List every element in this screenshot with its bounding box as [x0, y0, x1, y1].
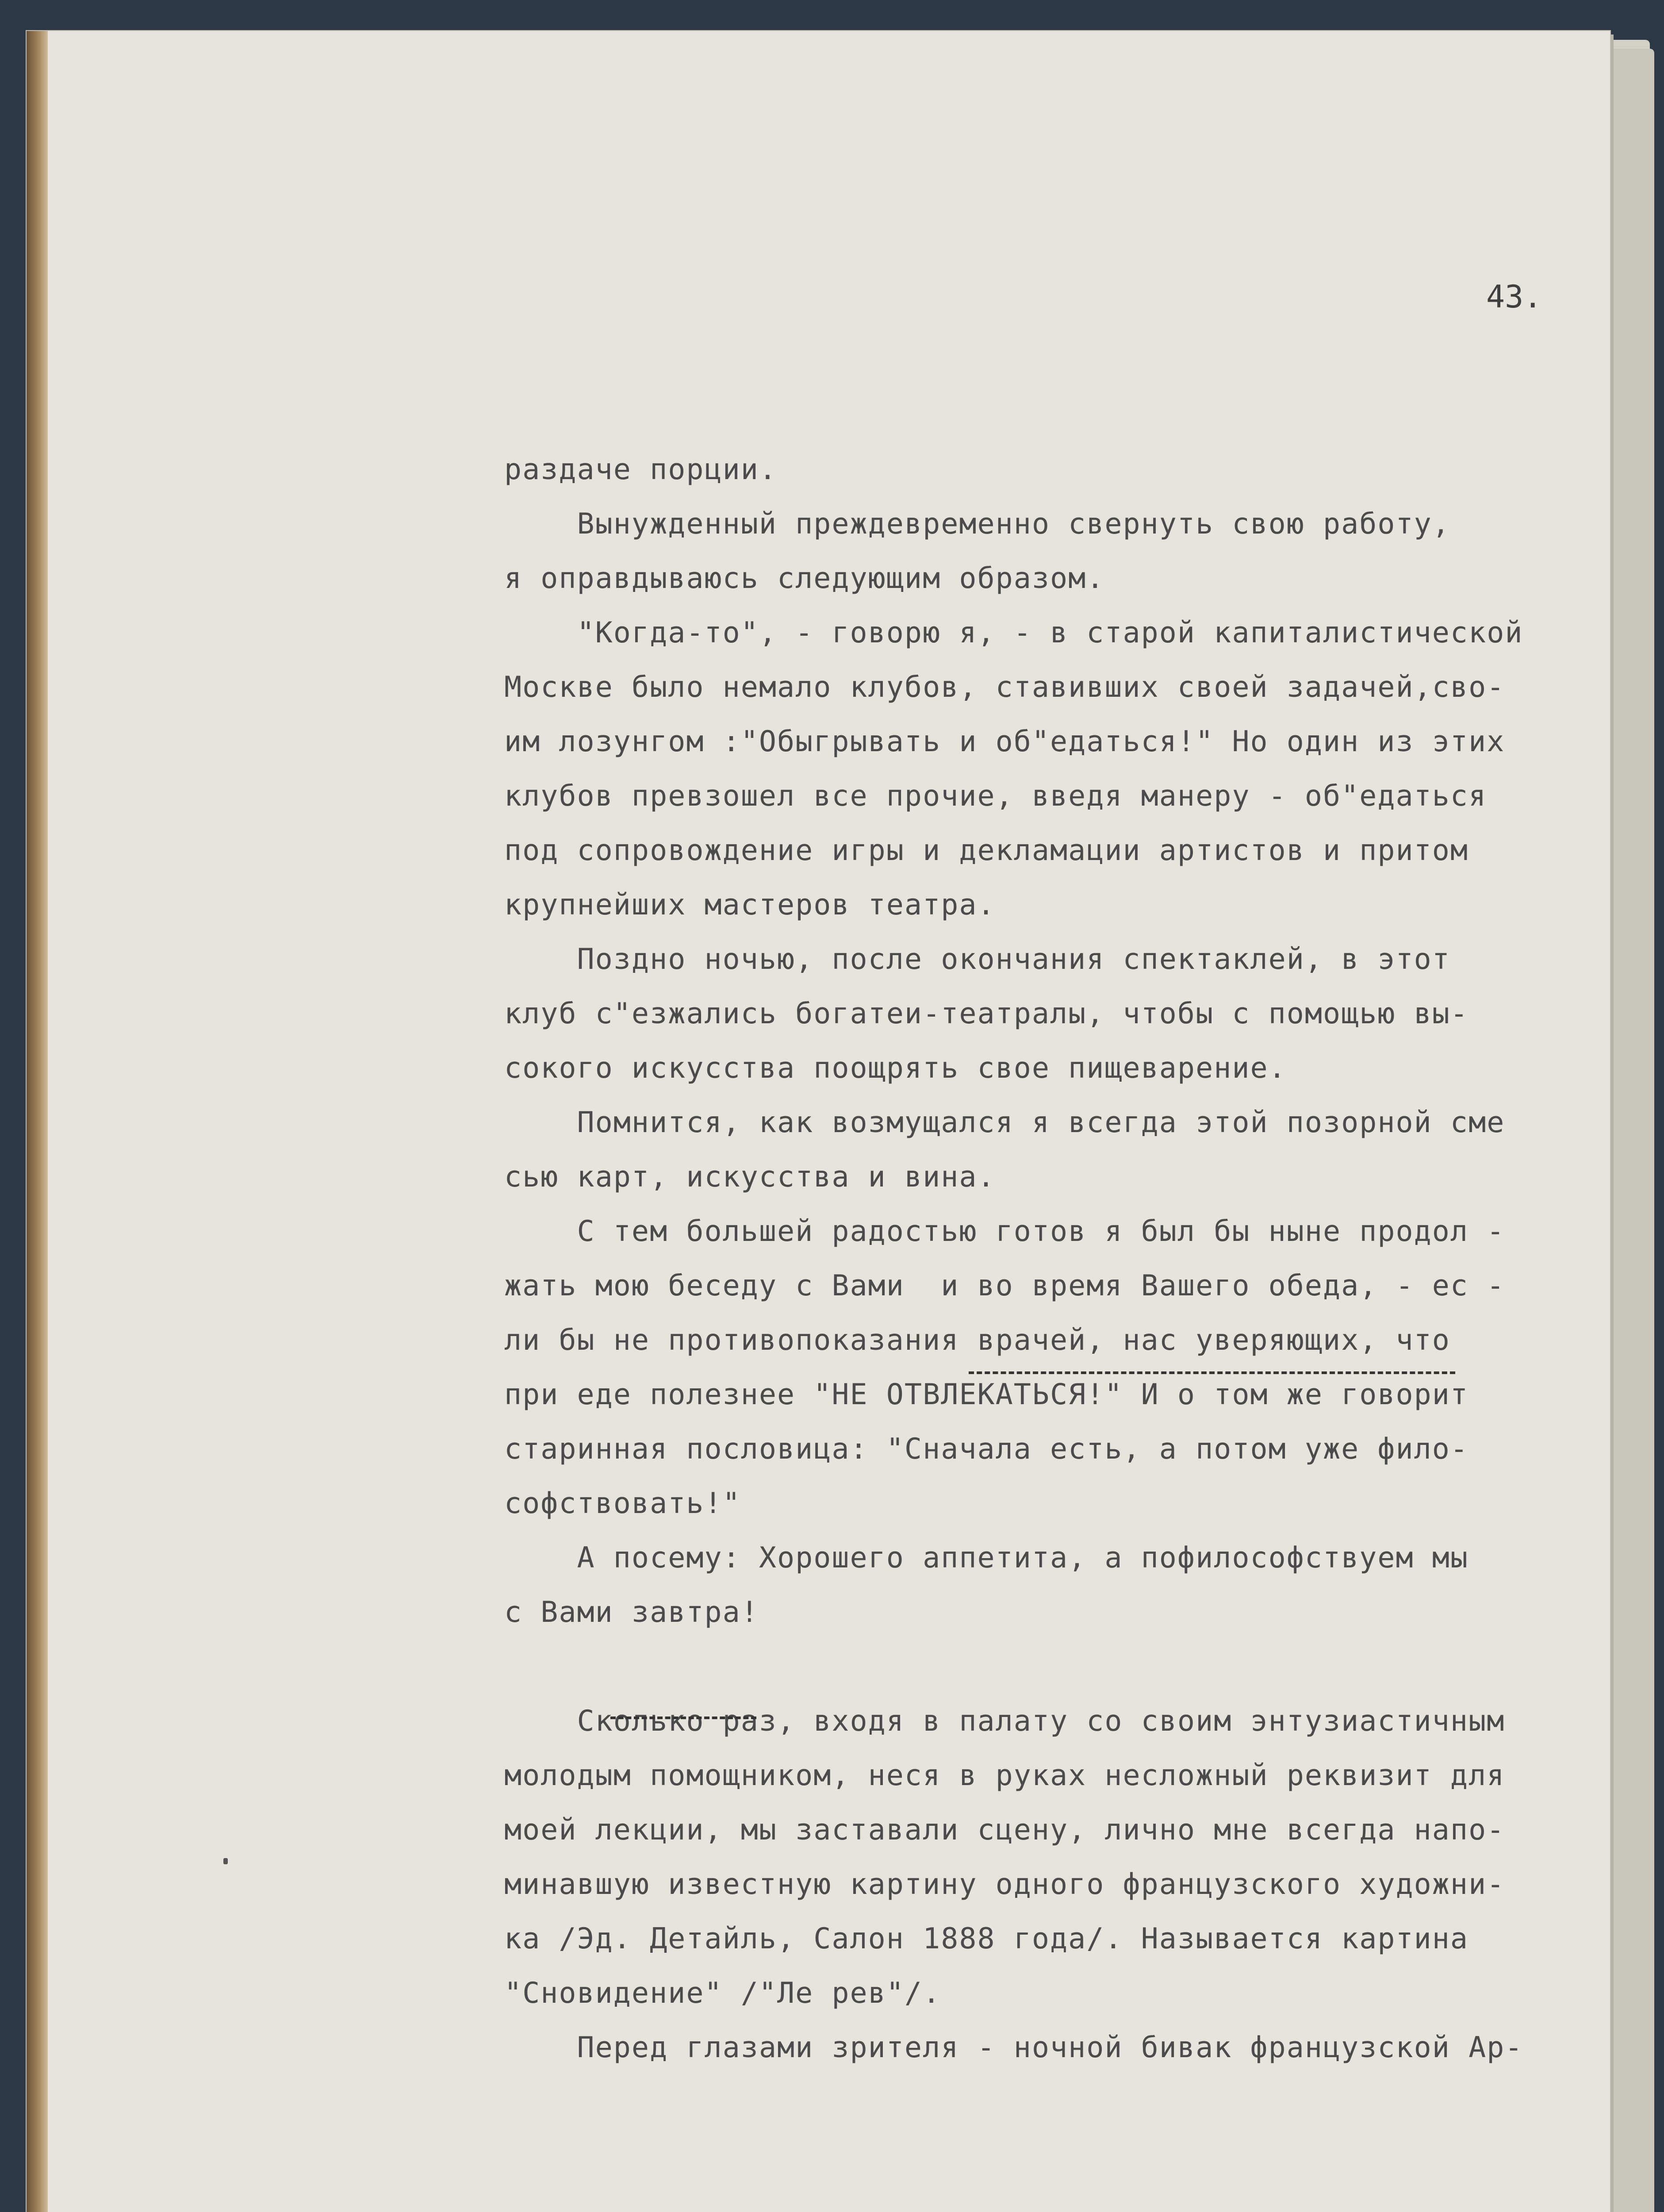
text-line: Вынужденный преждевременно свернуть свою работу,: [504, 507, 1450, 541]
text-line: молодым помощником, неся в руках несложный реквизит для: [504, 1759, 1505, 1792]
handwritten-underline: [969, 1371, 1455, 1374]
typewritten-text: [504, 442, 1619, 2075]
text-line: моей лекции, мы заставали сцену, лично мне всегда напо-: [504, 1813, 1505, 1847]
text-line: сокого искусства поощрять свое пищеварение.: [504, 1052, 1287, 1085]
text-line: Москве было немало клубов, ставивших своей задачей,сво-: [504, 671, 1505, 704]
text-line: с Вами завтра!: [504, 1596, 759, 1629]
text-line: под сопровождение игры и декламации артистов и притом: [504, 834, 1469, 867]
text-line: клубов превзошел все прочие, введя манеру - об"едаться: [504, 780, 1487, 813]
text-line: при еде полезнее "НЕ ОТВЛЕКАТЬСЯ!" И о том же говорит: [504, 1378, 1469, 1411]
binding-edge: [27, 31, 48, 2212]
text-line: Перед глазами зрителя - ночной бивак французской Ар-: [504, 2031, 1523, 2064]
text-line: А посему: Хорошего аппетита, а пофилософствуем мы: [504, 1541, 1469, 1575]
text-line: старинная пословица: "Сначала есть, а потом уже фило-: [504, 1432, 1469, 1466]
text-line: С тем большей радостью готов я был бы ныне продол -: [504, 1215, 1505, 1248]
text-line: "Сновидение" /"Ле рев"/.: [504, 1977, 941, 2010]
text-line: им лозунгом :"Обыгрывать и об"едаться!" Но один из этих: [504, 725, 1505, 758]
text-line: софствовать!": [504, 1487, 741, 1520]
text-line: крупнейших мастеров театра.: [504, 888, 996, 922]
text-line: раздаче порции.: [504, 453, 777, 486]
blank-line: [504, 1640, 1619, 1694]
text-line: Помнится, как возмущался я всегда этой позорной сме: [504, 1106, 1505, 1139]
text-line: я оправдываюсь следующим образом.: [504, 562, 1105, 595]
margin-mark: [223, 1858, 228, 1864]
text-line: клуб с"езжались богатеи-театралы, чтобы с помощью вы-: [504, 997, 1469, 1030]
page-number: 43.: [1486, 279, 1542, 315]
document-page: [27, 31, 1610, 2212]
text-line: сью карт, искусства и вина.: [504, 1160, 996, 1194]
handwritten-underline: [610, 1717, 756, 1719]
text-line: ка /Эд. Детайль, Салон 1888 года/. Называется картина: [504, 1922, 1469, 1955]
text-line: жать мою беседу с Вами и во время Вашего обеда, - ес -: [504, 1269, 1505, 1302]
text-line: ли бы не противопоказания врачей, нас уверяющих, что: [504, 1324, 1450, 1357]
text-line: минавшую известную картину одного французского художни-: [504, 1868, 1505, 1901]
text-line: Поздно ночью, после окончания спектаклей, в этот: [504, 943, 1450, 976]
text-line: Сколько раз, входя в палату со своим энтузиастичным: [504, 1705, 1505, 1738]
text-line: "Когда-то", - говорю я, - в старой капиталистической: [504, 616, 1523, 649]
